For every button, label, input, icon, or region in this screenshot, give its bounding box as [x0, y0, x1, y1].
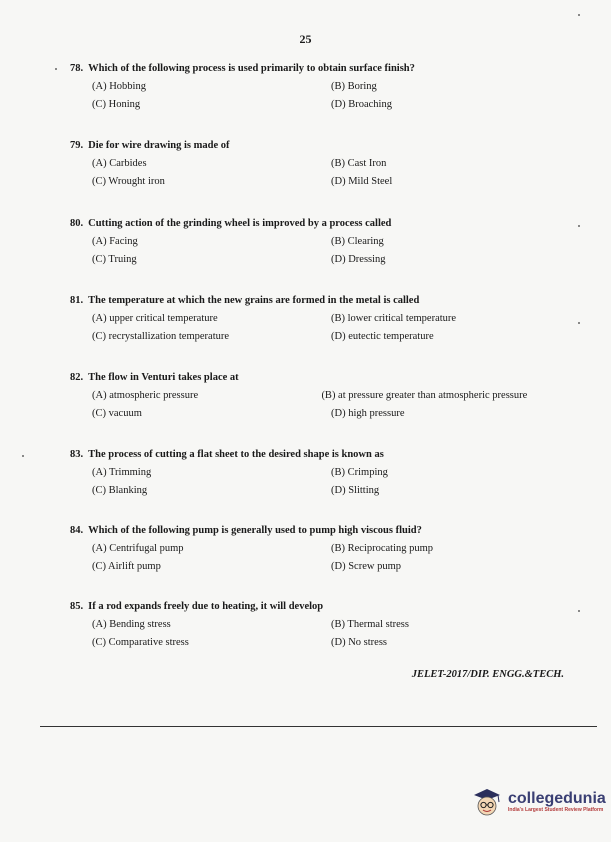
option-a: (A) upper critical temperature	[92, 313, 218, 324]
option-a: (A) Facing	[92, 236, 138, 247]
logo-text	[508, 791, 606, 813]
option-d: (D) Screw pump	[331, 561, 401, 572]
question-stem	[70, 449, 570, 460]
option-d: (D) eutectic temperature	[331, 331, 434, 342]
option-b: (B) at pressure greater than atmospheric pressure	[321, 390, 528, 401]
question-number: 79.	[70, 140, 84, 151]
question-81	[70, 295, 570, 342]
option-b: (B) Thermal stress	[331, 619, 409, 630]
option-c: (C) Blanking	[92, 485, 148, 496]
option-a: (A) Hobbing	[92, 81, 146, 92]
option-c: (C) vacuum	[92, 408, 142, 419]
option-d: (D) No stress	[331, 637, 387, 648]
option-c: (C) Truing	[92, 254, 137, 265]
question-stem	[70, 63, 570, 74]
option-a: (A) Centrifugal pump	[92, 543, 184, 554]
question-80	[70, 218, 570, 265]
scan-mark	[578, 610, 580, 612]
question-78	[70, 63, 570, 110]
option-c: (C) Airlift pump	[92, 561, 161, 572]
option-a: (A) Bending stress	[92, 619, 171, 630]
collegedunia-logo	[470, 785, 606, 819]
question-text: Die for wire drawing is made of	[88, 140, 230, 151]
question-84	[70, 525, 570, 572]
logo-tagline: India's Largest Student Review Platform	[508, 807, 604, 813]
question-79	[70, 140, 570, 187]
question-number: 81.	[70, 295, 84, 306]
question-text: Which of the following pump is generally used to pump high viscous fluid?	[88, 525, 422, 536]
question-number: 80.	[70, 218, 84, 229]
option-b: (B) lower critical temperature	[331, 313, 457, 324]
scan-mark	[578, 14, 580, 16]
scan-mark	[22, 455, 24, 457]
question-number: 84.	[70, 525, 84, 536]
mascot-icon	[470, 785, 504, 819]
question-text: The flow in Venturi takes place at	[88, 372, 239, 383]
exam-code: JELET-2017/DIP. ENGG.&TECH.	[411, 669, 564, 680]
question-85	[70, 601, 570, 648]
question-82	[70, 372, 570, 419]
question-number: 78.	[70, 63, 84, 74]
option-d: (D) Dressing	[331, 254, 386, 265]
scan-mark	[578, 225, 580, 227]
page-number: 25	[299, 32, 312, 46]
option-b: (B) Cast Iron	[331, 158, 387, 169]
question-text: The process of cutting a flat sheet to the desired shape is known as	[88, 449, 384, 460]
question-text: Cutting action of the grinding wheel is improved by a process called	[88, 218, 392, 229]
option-c: (C) Comparative stress	[92, 637, 189, 648]
option-b: (B) Crimping	[331, 467, 388, 478]
question-text: If a rod expands freely due to heating, it will develop	[88, 601, 324, 612]
option-d: (D) Slitting	[331, 485, 380, 496]
option-c: (C) recrystallization temperature	[92, 331, 230, 342]
option-a: (A) Carbides	[92, 158, 147, 169]
question-stem	[70, 295, 570, 306]
question-83	[70, 449, 570, 496]
question-number: 83.	[70, 449, 84, 460]
question-stem	[70, 525, 570, 536]
question-text: The temperature at which the new grains are formed in the metal is called	[88, 295, 420, 306]
question-stem	[70, 601, 570, 612]
question-number: 82.	[70, 372, 84, 383]
option-b: (B) Clearing	[331, 236, 384, 247]
option-d: (D) Mild Steel	[331, 176, 393, 187]
option-b: (B) Reciprocating pump	[331, 543, 434, 554]
question-text: Which of the following process is used primarily to obtain surface finish?	[88, 63, 415, 74]
question-stem	[70, 218, 570, 229]
divider	[40, 726, 597, 727]
option-a: (A) atmospheric pressure	[92, 390, 199, 401]
question-stem	[70, 140, 570, 151]
option-d: (D) high pressure	[331, 408, 405, 419]
logo-name: collegedunia	[508, 790, 606, 807]
option-c: (C) Honing	[92, 99, 141, 110]
option-a: (A) Trimming	[92, 467, 152, 478]
option-b: (B) Boring	[331, 81, 377, 92]
option-d: (D) Broaching	[331, 99, 392, 110]
option-c: (C) Wrought iron	[92, 176, 165, 187]
scan-mark	[578, 322, 580, 324]
question-stem	[70, 372, 570, 383]
question-number: 85.	[70, 601, 84, 612]
scan-mark	[55, 68, 57, 70]
